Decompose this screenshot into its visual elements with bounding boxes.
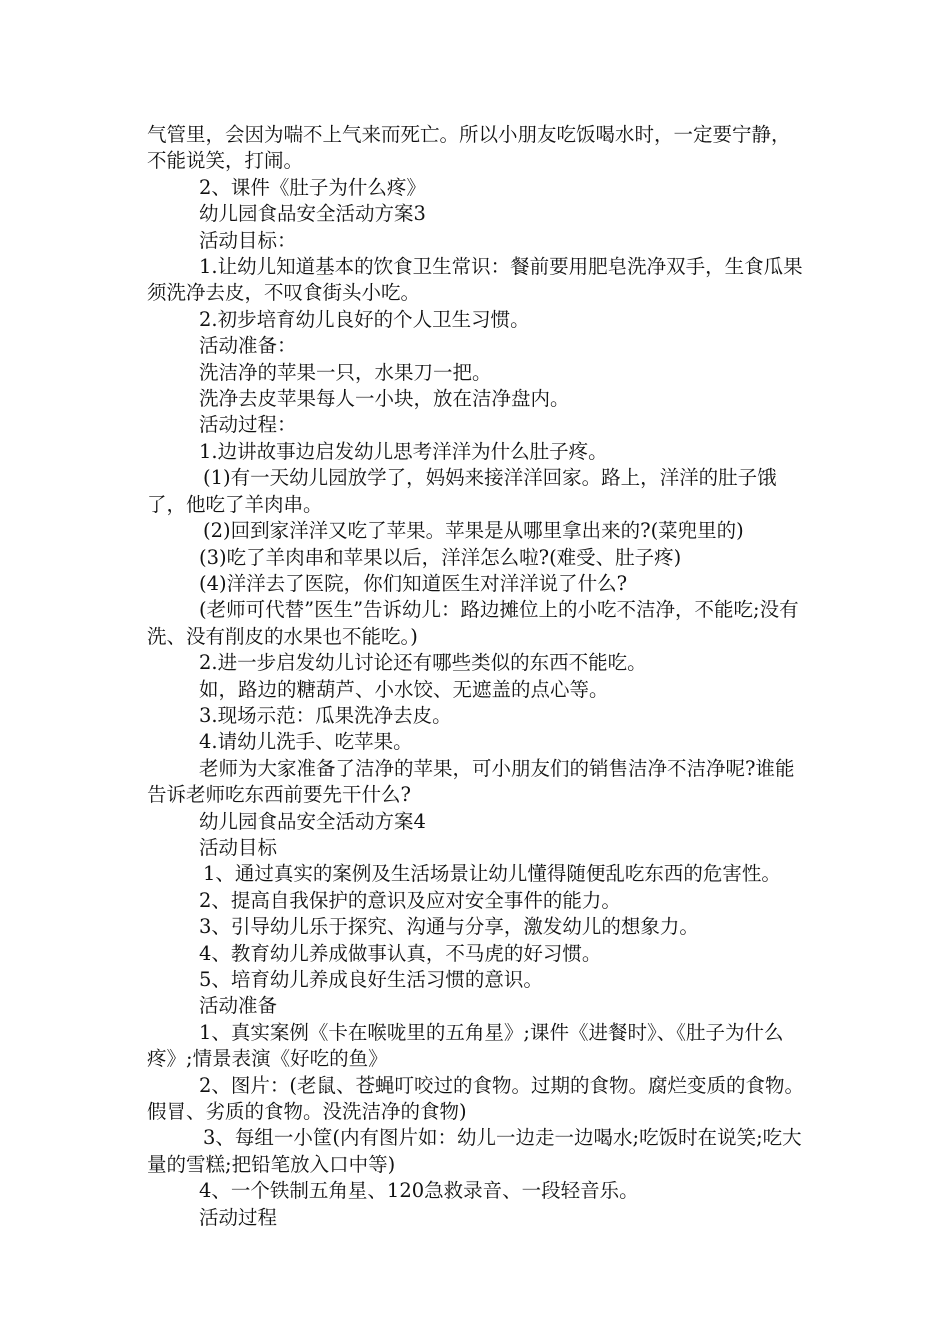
paragraph: 2、提高自我保护的意识及应对安全事件的能力。 [199, 888, 621, 912]
paragraph: 幼儿园食品安全活动方案4 [199, 809, 426, 833]
paragraph: 2.进一步启发幼儿讨论还有哪些类似的东西不能吃。 [199, 651, 647, 675]
paragraph: 活动过程 [199, 1205, 278, 1229]
paragraph: 气管里，会因为喘不上气来而死亡。所以小朋友吃饭喝水时，一定要宁静，不能说笑，打闹。 [147, 123, 791, 173]
paragraph: 洗净去皮苹果每人一小块，放在洁净盘内。 [199, 387, 570, 411]
paragraph: 2.初步培育幼儿良好的个人卫生习惯。 [199, 307, 530, 331]
document-body [147, 122, 807, 1231]
paragraph: 活动准备： [199, 334, 297, 358]
paragraph: 幼儿园食品安全活动方案3 [199, 202, 426, 226]
paragraph: (2)回到家洋洋又吃了苹果。苹果是从哪里拿出来的?(菜兜里的) [203, 519, 744, 543]
paragraph: 4、一个铁制五角星、120急救录音、一段轻音乐。 [199, 1179, 639, 1203]
paragraph: 1、真实案例《卡在喉咙里的五角星》;课件《进餐时》、《肚子为什么疼》;情景表演《好吃的鱼》 [147, 1020, 784, 1071]
paragraph: (1)有一天幼儿园放学了，妈妈来接洋洋回家。路上，洋洋的肚子饿了，他吃了羊肉串。 [147, 466, 777, 516]
paragraph: 活动目标： [199, 228, 297, 252]
paragraph: 如，路边的糖葫芦、小水饺、无遮盖的点心等。 [199, 677, 609, 701]
paragraph: 2、图片：(老鼠、苍蝇叮咬过的食物。过期的食物。腐烂变质的食物。假冒、劣质的食物。没洗洁净的食物) [147, 1073, 805, 1124]
paragraph: 1.边讲故事边启发幼儿思考洋洋为什么肚子疼。 [199, 439, 608, 463]
paragraph: 3、引导幼儿乐于探究、沟通与分享，激发幼儿的想象力。 [199, 915, 699, 939]
paragraph: 4.请幼儿洗手、吃苹果。 [199, 730, 413, 754]
paragraph: 老师为大家准备了洁净的苹果，可小朋友们的销售洁净不洁净呢?谁能告诉老师吃东西前要先干什么? [147, 756, 795, 807]
paragraph: 3、每组一小筐(内有图片如：幼儿一边走一边喝水;吃饭时在说笑;吃大量的雪糕;把铅笔放入口中等) [147, 1126, 802, 1176]
paragraph: 1.让幼儿知道基本的饮食卫生常识：餐前要用肥皂洗净双手，生食瓜果须洗净去皮，不叹食街头小吃。 [147, 255, 803, 305]
paragraph: (老师可代替”医生”告诉幼儿：路边摊位上的小吃不洁净，不能吃;没有洗、没有削皮的水果也不能吃。) [147, 598, 799, 648]
paragraph: (4)洋洋去了医院，你们知道医生对洋洋说了什么? [199, 571, 628, 595]
paragraph: 4、教育幼儿养成做事认真，不马虎的好习惯。 [199, 941, 602, 965]
paragraph: 活动准备 [199, 994, 278, 1018]
paragraph: 洗洁净的苹果一只，水果刀一把。 [199, 360, 492, 384]
paragraph: 1、通过真实的案例及生活场景让幼儿懂得随便乱吃东西的危害性。 [203, 862, 781, 886]
paragraph: (3)吃了羊肉串和苹果以后，洋洋怎么啦?(难受、肚子疼) [199, 545, 682, 569]
paragraph: 5、培育幼儿养成良好生活习惯的意识。 [199, 968, 543, 991]
paragraph: 活动目标 [199, 835, 278, 859]
paragraph: 活动过程： [199, 413, 297, 437]
paragraph: 3.现场示范：瓜果洗净去皮。 [199, 703, 452, 727]
paragraph: 2、课件《肚子为什么疼》 [199, 175, 426, 199]
